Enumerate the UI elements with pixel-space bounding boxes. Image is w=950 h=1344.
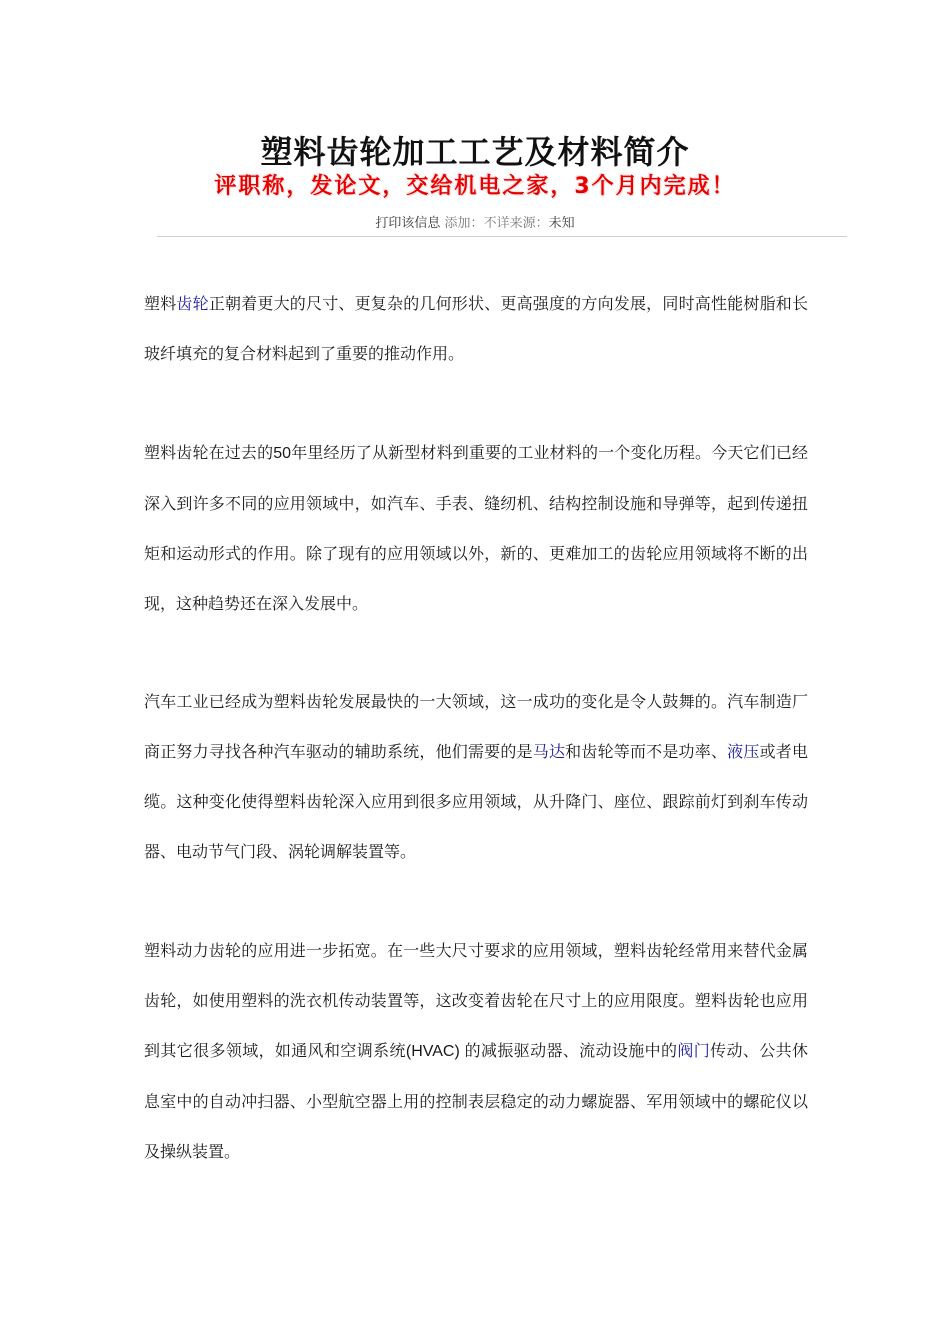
paragraph-1 (144, 279, 808, 379)
added-value: 不详 (483, 216, 510, 231)
p3-text-2: 和齿轮等而不是功率、 (565, 742, 728, 761)
header-divider (157, 236, 847, 237)
p4-hvac: (HVAC) (405, 1043, 465, 1060)
p4-text-2: 的减振驱动器、流动设施中的 (464, 1041, 678, 1060)
p2-text-1: 塑料齿轮在过去的 (144, 443, 274, 462)
source-label: 来源： (509, 216, 549, 231)
p1-text-1: 塑料 (144, 294, 177, 313)
print-link[interactable]: 打印该信息 (375, 216, 441, 231)
p1-text-2: 正朝着更大的尺寸、更复杂的几何形状、更高强度的方向发展，同时高性能树脂和长玻纤填充的复合材料起到了重要的推动作用。 (144, 294, 808, 363)
p4-text-1: 塑料动力齿轮的应用进一步拓宽。在一些大尺寸要求的应用领域，塑料齿轮经常用来替代金属齿轮，如使用塑料的洗衣机传动装置等，这改变着齿轮在尺寸上的应用限度。塑料齿轮也应用到其它很多领域，如通风和空调系统 (144, 941, 808, 1060)
paragraph-3 (144, 677, 808, 877)
promo-banner[interactable]: 评职称，发论文，交给机电之家，3个月内完成！ (214, 174, 736, 199)
paragraph-4 (144, 926, 808, 1177)
source-value: 未知 (548, 216, 575, 231)
p2-number: 50 (273, 445, 292, 462)
paragraph-2 (144, 428, 808, 629)
hydraulic-link[interactable]: 液压 (727, 742, 760, 761)
p4-text-3: 传动、公共休息室中的自动冲扫器、小型航空器上用的控制表层稳定的动力螺旋器、军用领域中的螺砣仪以及操纵装置。 (144, 1041, 808, 1161)
article-meta (0, 214, 950, 234)
motor-link[interactable]: 马达 (532, 742, 566, 761)
page-title: 塑料齿轮加工工艺及材料简介 (260, 133, 690, 171)
p3-text-1: 汽车工业已经成为塑料齿轮发展最快的一大领域，这一成功的变化是令人鼓舞的。汽车制造厂商正努力寻找各种汽车驱动的辅助系统，他们需要的是 (144, 692, 808, 761)
gear-link[interactable]: 齿轮 (176, 294, 209, 313)
added-label: 添加： (444, 216, 484, 231)
p3-text-3: 或者电缆。这种变化使得塑料齿轮深入应用到很多应用领域，从升降门、座位、跟踪前灯到刹车传动器、电动节气门段、涡轮调解装置等。 (144, 742, 808, 861)
p2-text-2: 年里经历了从新型材料到重要的工业材料的一个变化历程。今天它们已经深入到许多不同的应用领域中，如汽车、手表、缝纫机、结构控制设施和导弹等，起到传递扭矩和运动形式的作用。除了现有的应用领域以外，新的、更难加工的齿轮应用领域将不断的出现，这种趋势还在深入发展中。 (144, 443, 808, 613)
valve-link[interactable]: 阀门 (677, 1041, 711, 1060)
